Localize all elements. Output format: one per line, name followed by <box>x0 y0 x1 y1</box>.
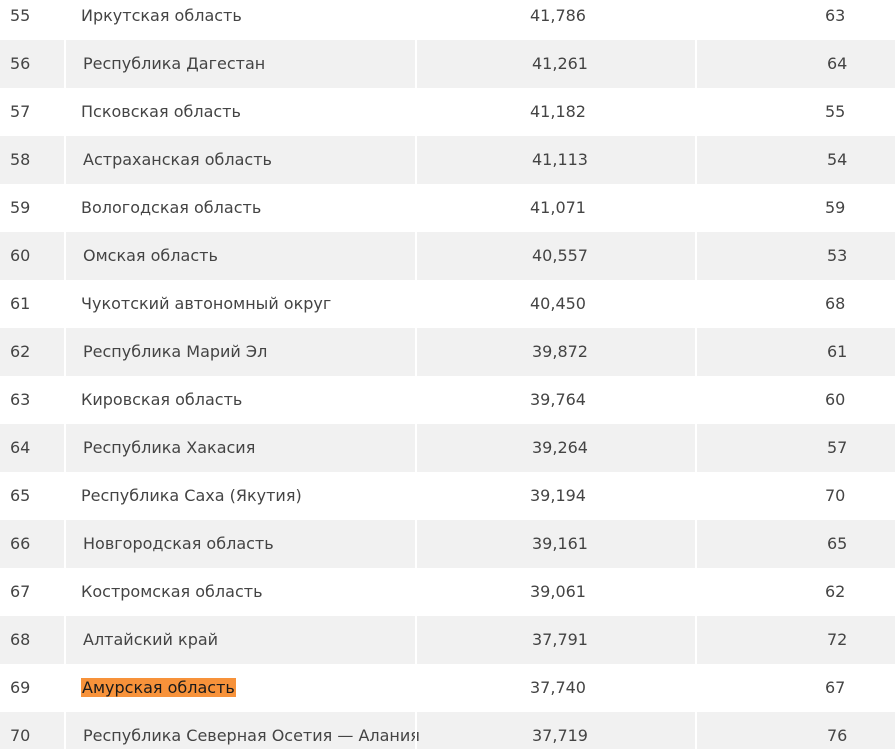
region-name-cell <box>64 40 415 88</box>
row-number-cell <box>10 88 64 136</box>
region-rank: 64 <box>827 54 848 73</box>
region-name-cell <box>64 88 415 136</box>
table-row <box>0 376 895 424</box>
table-row <box>0 568 895 616</box>
region-name-cell <box>64 520 415 568</box>
region-name: Республика Марий Эл <box>83 342 268 361</box>
region-value-cell <box>415 376 695 424</box>
region-value: 41,182 <box>530 102 586 121</box>
region-name: Новгородская область <box>83 534 274 553</box>
region-rank-cell <box>695 232 895 280</box>
region-value-cell <box>415 568 695 616</box>
region-name-cell <box>64 136 415 184</box>
region-value: 37,719 <box>532 726 588 745</box>
region-name: Псковская область <box>81 102 241 121</box>
row-number: 65 <box>10 486 31 505</box>
region-name: Республика Саха (Якутия) <box>81 486 302 505</box>
region-name: Кировская область <box>81 390 243 409</box>
region-value-cell <box>415 712 695 749</box>
region-name-cell <box>64 664 415 712</box>
row-number-cell <box>10 712 64 749</box>
table-row <box>0 664 895 712</box>
region-name: Иркутская область <box>81 6 242 25</box>
row-number: 55 <box>10 6 31 25</box>
row-number: 59 <box>10 198 31 217</box>
region-name-cell <box>64 0 415 40</box>
region-value: 40,557 <box>532 246 588 265</box>
region-rank: 59 <box>825 198 846 217</box>
region-name: Алтайский край <box>83 630 219 649</box>
region-name-cell <box>64 232 415 280</box>
row-number: 66 <box>10 534 31 553</box>
region-rank-cell <box>695 520 895 568</box>
table-row <box>0 424 895 472</box>
region-name: Костромская область <box>81 582 263 601</box>
region-name-cell <box>64 328 415 376</box>
region-value: 39,264 <box>532 438 588 457</box>
region-value: 37,740 <box>530 678 586 697</box>
region-value-cell <box>415 520 695 568</box>
region-name: Республика Хакасия <box>83 438 256 457</box>
region-value-cell <box>415 424 695 472</box>
region-rank: 70 <box>825 486 846 505</box>
region-value: 39,194 <box>530 486 586 505</box>
region-value: 41,113 <box>532 150 588 169</box>
region-value: 40,450 <box>530 294 586 313</box>
row-number-cell <box>10 376 64 424</box>
row-number: 56 <box>10 54 31 73</box>
region-rank-cell <box>695 664 895 712</box>
region-name-cell <box>64 184 415 232</box>
region-name-cell <box>64 568 415 616</box>
row-number-cell <box>10 280 64 328</box>
region-value: 39,872 <box>532 342 588 361</box>
region-rank: 72 <box>827 630 848 649</box>
table-row <box>0 328 895 376</box>
row-number: 64 <box>10 438 31 457</box>
region-value: 39,764 <box>530 390 586 409</box>
region-rank: 67 <box>825 678 846 697</box>
table-row <box>0 136 895 184</box>
row-number: 69 <box>10 678 31 697</box>
row-number: 63 <box>10 390 31 409</box>
region-rank-cell <box>695 280 895 328</box>
region-value-cell <box>415 88 695 136</box>
region-rank-cell <box>695 136 895 184</box>
table-row <box>0 88 895 136</box>
row-number-cell <box>10 424 64 472</box>
region-value: 41,071 <box>530 198 586 217</box>
region-value-cell <box>415 0 695 40</box>
region-value-cell <box>415 472 695 520</box>
region-rank-cell <box>695 472 895 520</box>
region-rank: 55 <box>825 102 846 121</box>
region-value-cell <box>415 40 695 88</box>
region-name-highlighted: Амурская область <box>82 678 235 697</box>
table-row <box>0 616 895 664</box>
region-rank: 60 <box>825 390 846 409</box>
region-rank: 57 <box>827 438 848 457</box>
region-name: Республика Северная Осетия — Алания <box>83 726 420 745</box>
region-name: Республика Дагестан <box>83 54 266 73</box>
region-rank-cell <box>695 424 895 472</box>
region-value: 39,061 <box>530 582 586 601</box>
table-row <box>0 40 895 88</box>
region-value-cell <box>415 616 695 664</box>
row-number-cell <box>10 520 64 568</box>
table-row <box>0 280 895 328</box>
region-rank: 68 <box>825 294 846 313</box>
region-name-cell <box>64 472 415 520</box>
region-rank-cell <box>695 328 895 376</box>
table-row <box>0 184 895 232</box>
region-rank-cell <box>695 616 895 664</box>
region-rank-cell <box>695 712 895 749</box>
region-rank-cell <box>695 376 895 424</box>
region-value: 41,261 <box>532 54 588 73</box>
region-name-cell <box>64 376 415 424</box>
row-number-cell <box>10 136 64 184</box>
region-rank-cell <box>695 40 895 88</box>
region-rank: 62 <box>825 582 846 601</box>
region-rank-cell <box>695 184 895 232</box>
row-number: 57 <box>10 102 31 121</box>
row-number-cell <box>10 232 64 280</box>
region-value-cell <box>415 184 695 232</box>
region-rank: 76 <box>827 726 848 745</box>
region-value-cell <box>415 280 695 328</box>
region-name: Вологодская область <box>81 198 262 217</box>
row-number: 58 <box>10 150 31 169</box>
row-number: 70 <box>10 726 31 745</box>
row-number: 62 <box>10 342 31 361</box>
region-rank: 63 <box>825 6 846 25</box>
region-rank: 61 <box>827 342 848 361</box>
row-number-cell <box>10 328 64 376</box>
row-number-cell <box>10 0 64 40</box>
region-rank-cell <box>695 0 895 40</box>
table-row <box>0 520 895 568</box>
row-number-cell <box>10 568 64 616</box>
region-name: Чукотский автономный округ <box>81 294 332 313</box>
region-value-cell <box>415 136 695 184</box>
row-number: 60 <box>10 246 31 265</box>
region-rank: 54 <box>827 150 848 169</box>
table-row <box>0 0 895 40</box>
region-name-cell <box>64 424 415 472</box>
table-row <box>0 712 895 749</box>
region-name-cell <box>64 280 415 328</box>
row-number: 67 <box>10 582 31 601</box>
row-number: 61 <box>10 294 31 313</box>
row-number-cell <box>10 40 64 88</box>
region-rank-cell <box>695 88 895 136</box>
region-name: Астраханская область <box>83 150 272 169</box>
row-number-cell <box>10 616 64 664</box>
region-value: 37,791 <box>532 630 588 649</box>
region-rank: 53 <box>827 246 848 265</box>
table-row <box>0 472 895 520</box>
table-row <box>0 232 895 280</box>
row-number-cell <box>10 664 64 712</box>
region-rank-cell <box>695 568 895 616</box>
region-value-cell <box>415 328 695 376</box>
region-name-cell <box>64 616 415 664</box>
region-rank: 65 <box>827 534 848 553</box>
region-name: Омская область <box>83 246 218 265</box>
row-number-cell <box>10 184 64 232</box>
row-number-cell <box>10 472 64 520</box>
region-value-cell <box>415 232 695 280</box>
region-name-cell <box>64 712 420 749</box>
region-value: 39,161 <box>532 534 588 553</box>
row-number: 68 <box>10 630 31 649</box>
region-value-cell <box>415 664 695 712</box>
region-value: 41,786 <box>530 6 586 25</box>
